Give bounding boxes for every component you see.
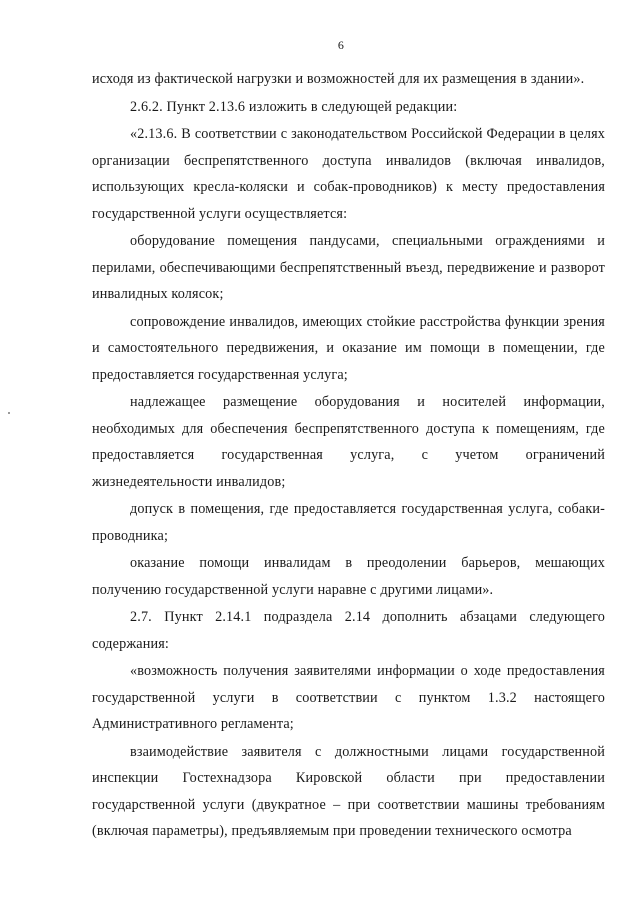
paragraph-information: «возможность получения заявителями информации о ходе предоставления государственной услуги в соответствии с пунктом 1.3.2 настоящего Административного регламента; [92,663,605,732]
paragraph-2-6-2: 2.6.2. Пункт 2.13.6 изложить в следующей редакции: [130,98,458,115]
paragraph-barriers: оказание помощи инвалидам в преодолении барьеров, мешающих получению государственной услуги наравне с другими лицами». [92,555,605,598]
paragraph-2-13-6: «2.13.6. В соответствии с законодательством Российской Федерации в целях организации беспрепятственного доступа инвалидов (включая инвалидов, использующих кресла-коляски и собак-проводников) к месту предоставления государственной услуги осуществляется: [92,126,605,222]
paragraph-escort: сопровождение инвалидов, имеющих стойкие расстройства функции зрения и самостоятельного передвижения, и оказание им помощи в помещении, где предоставляется государственная услуга; [92,313,605,383]
scan-artifact [8,412,10,414]
paragraph-ramps: оборудование помещения пандусами, специальными ограждениями и перилами, обеспечивающими беспрепятственный въезд, передвижение и разворот инвалидных колясок; [92,233,605,302]
paragraph-interaction: взаимодействие заявителя с должностными лицами государственной инспекции Гостехнадзора Кировской области при предоставлении государственной услуги (двукратное – при соответствии машины требованиям (включая параметры), предъявляемым при проведении технического осмотра [92,743,605,839]
paragraph-2-7: 2.7. Пункт 2.14.1 подраздела 2.14 дополнить абзацами следующего содержания: [92,609,605,652]
paragraph-guide-dog: допуск в помещения, где предоставляется государственная услуга, собаки-проводника; [92,501,605,544]
page-number: 6 [337,38,345,52]
document-body [92,66,605,845]
paragraph-continuation: исходя из фактической нагрузки и возможностей для их размещения в здании». [92,71,585,87]
paragraph-equipment: надлежащее размещение оборудования и носителей информации, необходимых для обеспечения беспрепятственного доступа к помещениям, где предоставляется государственная услуга, с учетом ограничений жизнедеятельности инвалидов; [92,394,605,490]
